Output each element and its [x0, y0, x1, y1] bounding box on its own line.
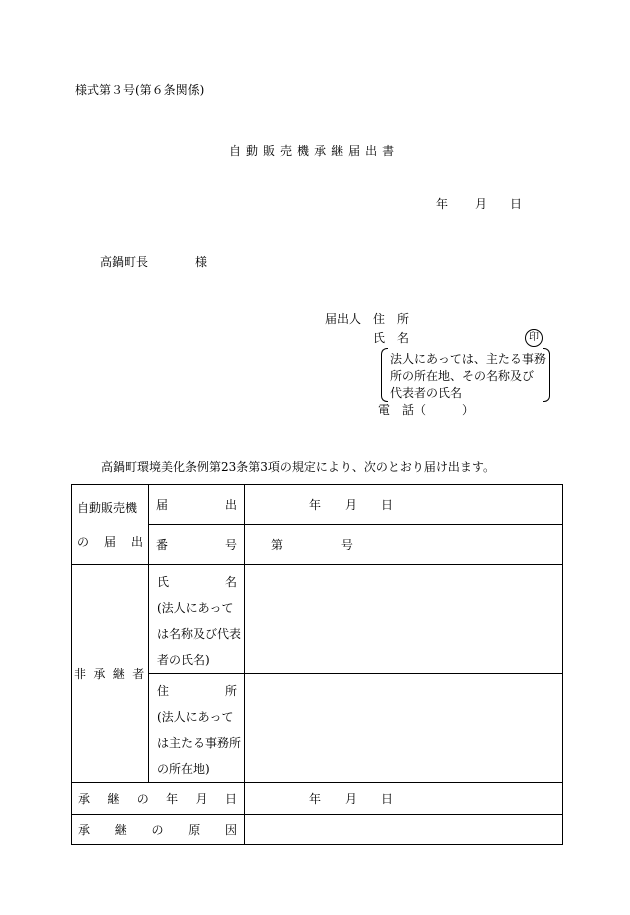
- notification-group-label-2: の 届 出: [77, 534, 143, 549]
- addressee-name: 高鍋町長: [100, 255, 149, 269]
- form-number: 様式第３号(第６条関係): [75, 83, 205, 97]
- date-day-label: 日: [510, 197, 523, 211]
- notification-table: [71, 484, 563, 845]
- predecessor-group-label: 非 承 継 者: [73, 666, 147, 681]
- applicant-label: 届出人: [325, 312, 362, 326]
- corporate-note: [390, 351, 546, 402]
- predecessor-name-field[interactable]: [245, 565, 563, 674]
- phone-label: 電 話（ ）: [378, 403, 475, 417]
- notification-number-field[interactable]: 第 号: [245, 525, 563, 565]
- predecessor-group-cell: [72, 565, 149, 783]
- succession-date-field[interactable]: 年 月 日: [245, 783, 563, 815]
- corporate-note-line: 所の所在地、その名称及び: [390, 369, 535, 383]
- notification-number-label-cell: 番 号: [149, 525, 245, 565]
- date-year-label: 年: [436, 197, 449, 211]
- date-month-label: 月: [475, 197, 488, 211]
- predecessor-name-label-cell: 氏 名 (法人にあって は名称及び代表 者の氏名): [149, 565, 245, 674]
- table-row: [72, 565, 563, 674]
- statement-text: 高鍋町環境美化条例第23条第3項の規定により、次のとおり届け出ます。: [101, 460, 495, 474]
- page-title: 自 動 販 売 機 承 継 届 出 書: [229, 144, 395, 158]
- predecessor-address-field[interactable]: [245, 674, 563, 783]
- succession-reason-label-cell: 承 継 の 原 因: [72, 815, 245, 845]
- table-row: [72, 783, 563, 815]
- corporate-note-line: 代表者の氏名: [390, 386, 463, 400]
- notification-date-label-cell: 届 出: [149, 485, 245, 525]
- applicant-address-label: 住 所: [373, 312, 410, 326]
- seal-mark: 印: [525, 329, 543, 347]
- succession-date-label-cell: 承 継 の 年 月 日: [72, 783, 245, 815]
- applicant-name-label: 氏 名: [373, 331, 410, 345]
- notification-date-field[interactable]: 年 月 日: [245, 485, 563, 525]
- table-row: [72, 815, 563, 845]
- notification-group-cell: [72, 485, 149, 565]
- note-bracket-left: [381, 348, 388, 402]
- notification-group-label: 自動販売機: [77, 500, 138, 515]
- corporate-note-line: 法人にあっては、主たる事務: [390, 352, 546, 366]
- predecessor-address-label-cell: 住 所 (法人にあって は主たる事務所 の所在地): [149, 674, 245, 783]
- addressee-honorific: 様: [195, 255, 208, 269]
- table-row: [72, 485, 563, 525]
- succession-reason-field[interactable]: [245, 815, 563, 845]
